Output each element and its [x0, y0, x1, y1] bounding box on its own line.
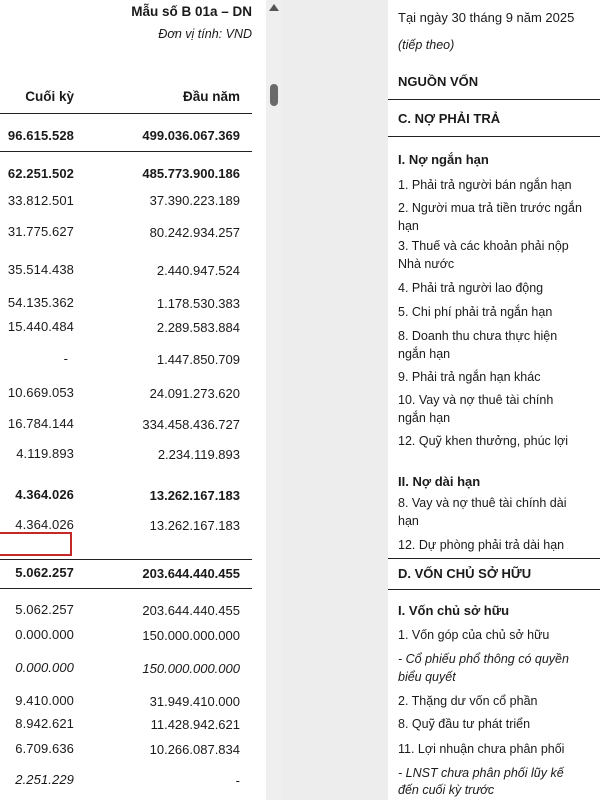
- value-dau-nam: 203.644.440.455: [142, 603, 240, 618]
- value-dau-nam: 31.949.410.000: [149, 694, 240, 709]
- value-cuoi-ky: 10.669.053: [7, 385, 74, 400]
- subsection-no-dai-han: II. Nợ dài hạn: [398, 474, 481, 489]
- value-cuoi-ky: 96.615.528: [7, 128, 74, 143]
- value-dau-nam: 1.178.530.383: [156, 296, 240, 311]
- section-divider: [388, 99, 600, 100]
- line-item: 10. Vay và nợ thuê tài chính: [398, 393, 554, 407]
- value-cuoi-ky: 0.000.000: [15, 627, 74, 642]
- line-item: 5. Chi phí phải trả ngắn hạn: [398, 305, 553, 319]
- line-item-sub: - LNST chưa phân phối lũy kế: [398, 766, 564, 780]
- section-divider: [0, 588, 252, 589]
- value-cuoi-ky: 54.135.362: [7, 295, 74, 310]
- value-cuoi-ky: 62.251.502: [7, 166, 74, 181]
- column-header-dau-nam: Đầu năm: [182, 89, 240, 104]
- left-page: [0, 0, 266, 800]
- section-d-title: D. VỐN CHỦ SỞ HỮU: [398, 566, 532, 581]
- scroll-up-arrow-icon[interactable]: [269, 4, 279, 11]
- page-gap: [282, 0, 388, 800]
- line-item-cont: Nhà nước: [398, 257, 455, 271]
- value-dau-nam: 37.390.223.189: [149, 193, 240, 208]
- vertical-scrollbar[interactable]: [266, 0, 282, 800]
- value-dau-nam: 2.440.947.524: [156, 263, 240, 278]
- value-cuoi-ky: 5.062.257: [15, 565, 74, 580]
- value-dau-nam: 11.428.942.621: [150, 717, 240, 732]
- line-item: 8. Vay và nợ thuê tài chính dài: [398, 496, 567, 510]
- value-dau-nam: 485.773.900.186: [142, 166, 240, 181]
- value-cuoi-ky: 15.440.484: [7, 319, 74, 334]
- line-item-sub-cont: biểu quyết: [398, 670, 456, 684]
- line-item: 1. Phải trả người bán ngắn hạn: [398, 178, 572, 192]
- value-cuoi-ky: 4.364.026: [15, 517, 74, 532]
- highlight-box: [0, 532, 72, 556]
- report-date: Tại ngày 30 tháng 9 năm 2025: [398, 10, 575, 25]
- value-cuoi-ky: 9.410.000: [15, 693, 74, 708]
- value-dau-nam: 150.000.000.000: [142, 661, 240, 676]
- value-cuoi-ky: 5.062.257: [15, 602, 74, 617]
- value-dau-nam: 10.266.087.834: [149, 742, 240, 757]
- value-cuoi-ky: 33.812.501: [7, 193, 74, 208]
- line-item: 9. Phải trả ngắn hạn khác: [398, 370, 541, 384]
- line-item-sub: - Cổ phiếu phổ thông có quyền: [398, 652, 569, 666]
- line-item: 11. Lợi nhuận chưa phân phối: [398, 742, 565, 756]
- value-dau-nam: 499.036.067.369: [142, 128, 240, 143]
- line-item: 4. Phải trả người lao động: [398, 281, 544, 295]
- value-dau-nam: 1.447.850.709: [156, 352, 240, 367]
- value-dau-nam: 24.091.273.620: [149, 386, 240, 401]
- line-item-cont: hạn: [398, 219, 419, 233]
- section-divider: [0, 151, 252, 152]
- value-cuoi-ky: 4.364.026: [15, 487, 74, 502]
- value-cuoi-ky: 16.784.144: [7, 416, 74, 431]
- line-item-cont: ngắn hạn: [398, 347, 451, 361]
- value-cuoi-ky: 2.251.229: [15, 772, 74, 787]
- line-item: 2. Người mua trả tiền trước ngắn: [398, 201, 582, 215]
- value-dau-nam: -: [235, 773, 240, 788]
- value-dau-nam: 13.262.167.183: [149, 518, 240, 533]
- line-item: 8. Doanh thu chưa thực hiện: [398, 329, 558, 343]
- line-item: 1. Vốn góp của chủ sở hữu: [398, 628, 550, 642]
- line-item: 3. Thuế và các khoản phải nộp: [398, 239, 569, 253]
- value-dau-nam: 150.000.000.000: [142, 628, 240, 643]
- value-dau-nam: 80.242.934.257: [149, 225, 240, 240]
- scrollbar-thumb[interactable]: [270, 84, 278, 106]
- value-cuoi-ky: 0.000.000: [15, 660, 74, 675]
- line-item: 8. Quỹ đầu tư phát triển: [398, 717, 531, 731]
- section-divider: [388, 136, 600, 137]
- subsection-von-chu-so-huu: I. Vốn chủ sở hữu: [398, 603, 510, 618]
- form-code: Mẫu số B 01a – DN: [131, 4, 252, 19]
- section-c-title: C. NỢ PHẢI TRẢ: [398, 111, 501, 126]
- subsection-no-ngan-han: I. Nợ ngắn hạn: [398, 152, 489, 167]
- value-cuoi-ky: -: [63, 351, 68, 366]
- value-cuoi-ky: 8.942.621: [15, 716, 74, 731]
- right-page: [388, 0, 600, 800]
- value-dau-nam: 334.458.436.727: [142, 417, 240, 432]
- section-nguon-von: NGUỒN VỐN: [398, 74, 479, 89]
- unit-label: Đơn vị tính: VND: [158, 27, 252, 41]
- value-cuoi-ky: 35.514.438: [7, 262, 74, 277]
- header-underline: [0, 113, 252, 114]
- value-dau-nam: 13.262.167.183: [149, 488, 240, 503]
- line-item: 12. Dự phòng phải trả dài hạn: [398, 538, 565, 552]
- line-item-cont: ngắn hạn: [398, 411, 451, 425]
- column-header-cuoi-ky: Cuối kỳ: [25, 89, 74, 104]
- section-divider: [0, 559, 252, 560]
- value-dau-nam: 2.234.119.893: [157, 447, 240, 462]
- line-item-sub-cont: đến cuối kỳ trước: [398, 783, 495, 797]
- line-item: 12. Quỹ khen thưởng, phúc lợi: [398, 434, 568, 448]
- line-item: 2. Thặng dư vốn cổ phần: [398, 694, 538, 708]
- value-dau-nam: 203.644.440.455: [142, 566, 240, 581]
- section-divider: [388, 558, 600, 559]
- value-dau-nam: 2.289.583.884: [156, 320, 240, 335]
- continued-label: (tiếp theo): [398, 38, 455, 52]
- value-cuoi-ky: 31.775.627: [7, 224, 74, 239]
- line-item-cont: hạn: [398, 514, 419, 528]
- value-cuoi-ky: 6.709.636: [15, 741, 74, 756]
- section-divider: [388, 589, 600, 590]
- value-cuoi-ky: 4.119.893: [16, 446, 74, 461]
